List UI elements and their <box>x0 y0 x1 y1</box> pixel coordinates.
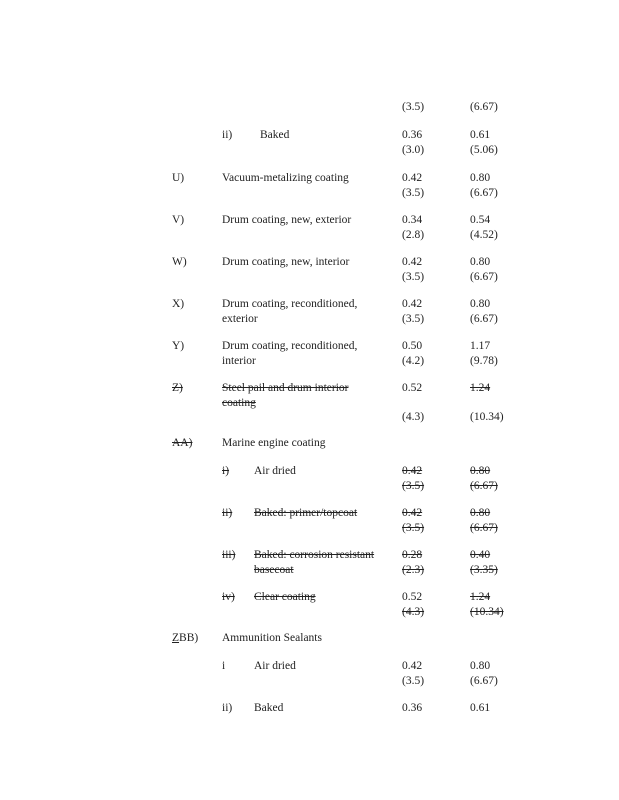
value-1-paren-struck: (2.3) <box>402 564 425 576</box>
item-letter: W) <box>172 256 187 268</box>
value-1-paren: (2.8) <box>402 229 425 241</box>
value-1: 0.42 <box>402 256 423 268</box>
item-label: Air dried <box>254 465 296 477</box>
value-2-paren: (9.78) <box>470 355 498 367</box>
item-number-struck: iii) <box>222 549 236 561</box>
value-2-paren: (6.67) <box>470 101 498 113</box>
value-1: 0.42 <box>402 660 423 672</box>
item-label-line2: exterior <box>222 313 258 325</box>
value-2: 0.80 <box>470 256 491 268</box>
value-1: 0.36 <box>402 129 423 141</box>
value-1-paren: (3.5) <box>402 101 425 113</box>
value-2-paren: (6.67) <box>470 313 498 325</box>
value-2-struck: 1.24 <box>470 382 491 394</box>
value-2-struck: 1.24 <box>470 591 491 603</box>
value-1-paren: (3.5) <box>402 271 425 283</box>
value-1-paren-struck: (3.5) <box>402 480 425 492</box>
value-1-struck: 0.42 <box>402 507 423 519</box>
item-label-struck: Steel pail and drum interior <box>222 382 349 394</box>
value-1: 0.36 <box>402 702 423 714</box>
value-1-paren-struck: (3.5) <box>402 522 425 534</box>
value-1: 0.52 <box>402 382 423 394</box>
value-2: 0.80 <box>470 172 491 184</box>
item-label: Baked <box>260 129 290 141</box>
item-letter: Y) <box>172 340 185 352</box>
value-2-paren-struck: (3.35) <box>470 564 498 576</box>
item-number: ii) <box>222 702 233 714</box>
value-1: 0.42 <box>402 298 423 310</box>
value-1-paren: (3.0) <box>402 144 425 156</box>
value-1-paren-struck: (4.3) <box>402 606 425 618</box>
value-2-struck: 0.80 <box>470 465 491 477</box>
value-1: 0.42 <box>402 172 423 184</box>
value-2-paren-struck: (10.34) <box>470 606 504 618</box>
value-1-paren: (3.5) <box>402 675 425 687</box>
value-1: 0.52 <box>402 591 423 603</box>
value-1-paren: (4.3) <box>402 411 425 423</box>
value-2: 0.80 <box>470 660 491 672</box>
section-label: Marine engine coating <box>222 437 326 449</box>
value-1-struck: 0.42 <box>402 465 423 477</box>
value-2: 0.61 <box>470 702 491 714</box>
item-label-line2-struck: coating <box>222 397 256 409</box>
value-2-paren: (6.67) <box>470 271 498 283</box>
item-label: Drum coating, reconditioned, <box>222 340 358 352</box>
item-letter-suffix: BB) <box>179 632 199 644</box>
value-2-struck: 0.40 <box>470 549 491 561</box>
value-2-paren: (6.67) <box>470 675 498 687</box>
value-2-paren-struck: (6.67) <box>470 480 498 492</box>
value-2-paren: (5.06) <box>470 144 498 156</box>
value-2: 0.54 <box>470 214 491 226</box>
item-label-struck: Baked: primer/topcoat <box>254 507 358 519</box>
item-letter: V) <box>172 214 185 226</box>
item-label-struck: Clear coating <box>254 591 316 603</box>
item-label-struck: Baked: corrosion resistant <box>254 549 375 561</box>
item-label: Drum coating, new, exterior <box>222 214 352 226</box>
item-number-struck: i) <box>222 465 230 477</box>
value-2-struck: 0.80 <box>470 507 491 519</box>
item-label: Drum coating, reconditioned, <box>222 298 358 310</box>
item-number: ii) <box>222 129 233 141</box>
item-letter-underlined: Z <box>172 632 180 644</box>
item-letter-struck: AA) <box>172 437 193 449</box>
value-1-paren: (3.5) <box>402 313 425 325</box>
value-2: 0.61 <box>470 129 491 141</box>
value-2-paren: (10.34) <box>470 411 504 423</box>
item-number: i <box>222 660 226 672</box>
item-label-line2: interior <box>222 355 256 367</box>
value-2-paren: (4.52) <box>470 229 498 241</box>
item-letter: X) <box>172 298 185 310</box>
item-label: Vacuum-metalizing coating <box>222 172 349 184</box>
value-2: 0.80 <box>470 298 491 310</box>
value-2: 1.17 <box>470 340 491 352</box>
item-label: Drum coating, new, interior <box>222 256 350 268</box>
value-2-paren-struck: (6.67) <box>470 522 498 534</box>
section-label: Ammunition Sealants <box>222 632 322 644</box>
item-letter <box>172 631 198 645</box>
item-label: Baked <box>254 702 284 714</box>
value-1-paren: (3.5) <box>402 187 425 199</box>
value-1: 0.50 <box>402 340 423 352</box>
item-number-struck: ii) <box>222 507 233 519</box>
item-letter-struck: Z) <box>172 382 183 394</box>
value-2-paren: (6.67) <box>470 187 498 199</box>
item-label: Air dried <box>254 660 296 672</box>
item-number-struck: iv) <box>222 591 235 603</box>
item-letter: U) <box>172 172 185 184</box>
item-label-line2-struck: basecoat <box>254 564 294 576</box>
value-1: 0.34 <box>402 214 423 226</box>
value-1-paren: (4.2) <box>402 355 425 367</box>
value-1-struck: 0.28 <box>402 549 423 561</box>
